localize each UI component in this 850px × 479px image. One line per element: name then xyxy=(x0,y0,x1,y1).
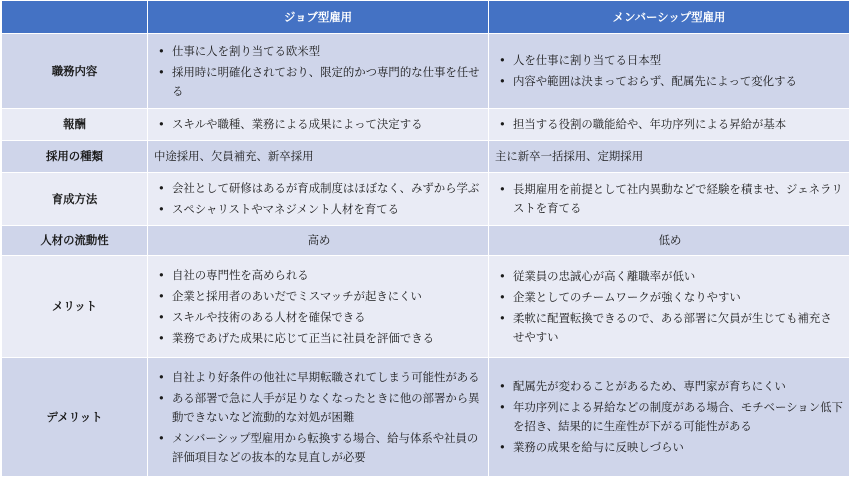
bullet-list xyxy=(497,180,843,218)
list-item: • 会社として研修はあるが育成制度はほぼなく、みずから学ぶ xyxy=(156,179,482,198)
row-label: メリット xyxy=(2,256,148,358)
job-cell xyxy=(148,109,489,141)
list-item: • スペシャリストやマネジメント人材を育てる xyxy=(156,200,482,219)
bullet-list xyxy=(497,267,843,347)
row-label: デメリット xyxy=(2,358,148,477)
list-item: • 企業と採用者のあいだでミスマッチが起きにくい xyxy=(156,287,482,306)
bullet-list xyxy=(156,115,482,134)
bullet-list xyxy=(156,42,482,101)
table-row xyxy=(2,173,850,226)
list-item: • スキルや職種、業務による成果によって決定する xyxy=(156,115,482,134)
member-cell: 主に新卒一括採用、定期採用 xyxy=(489,141,850,173)
list-item: • ある部署で急に人手が足りなくなったときに他の部署から異動できないなど流動的な対処が困難 xyxy=(156,389,482,427)
bullet-list xyxy=(156,179,482,219)
member-cell xyxy=(489,34,850,109)
table-row xyxy=(2,109,850,141)
header-job-type: ジョブ型雇用 xyxy=(148,1,489,34)
bullet-list xyxy=(497,51,843,91)
list-item: • 業務の成果を給与に反映しづらい xyxy=(497,438,843,457)
member-cell xyxy=(489,358,850,477)
row-label: 人材の流動性 xyxy=(2,226,148,256)
job-cell: 中途採用、欠員補充、新卒採用 xyxy=(148,141,489,173)
table-row xyxy=(2,358,850,477)
list-item: • 年功序列による昇給などの制度がある場合、モチベーション低下を招き、結果的に生産性が下がる可能性がある xyxy=(497,398,843,436)
job-cell xyxy=(148,173,489,226)
list-item: • 担当する役割の職能給や、年功序列による昇給が基本 xyxy=(497,115,843,134)
job-cell: 高め xyxy=(148,226,489,256)
member-cell xyxy=(489,173,850,226)
table-row xyxy=(2,141,850,173)
list-item: • 従業員の忠誠心が高く離職率が低い xyxy=(497,267,843,286)
header-corner xyxy=(2,1,148,34)
member-cell xyxy=(489,256,850,358)
member-cell xyxy=(489,109,850,141)
job-cell xyxy=(148,256,489,358)
row-label: 採用の種類 xyxy=(2,141,148,173)
row-label: 職務内容 xyxy=(2,34,148,109)
header-membership-type: メンバーシップ型雇用 xyxy=(489,1,850,34)
list-item: • 長期雇用を前提として社内異動などで経験を積ませ、ジェネラリストを育てる xyxy=(497,180,843,218)
row-label: 育成方法 xyxy=(2,173,148,226)
list-item: • 自社より好条件の他社に早期転職されてしまう可能性がある xyxy=(156,368,482,387)
list-item: • 企業としてのチームワークが強くなりやすい xyxy=(497,288,843,307)
list-item: • 自社の専門性を高められる xyxy=(156,266,482,285)
bullet-list xyxy=(156,266,482,348)
member-cell: 低め xyxy=(489,226,850,256)
list-item: • 内容や範囲は決まっておらず、配属先によって変化する xyxy=(497,72,843,91)
bullet-list xyxy=(497,115,843,134)
bullet-list xyxy=(497,377,843,457)
list-item: • 業務であげた成果に応じて正当に社員を評価できる xyxy=(156,329,482,348)
table-row xyxy=(2,226,850,256)
list-item: • 配属先が変わることがあるため、専門家が育ちにくい xyxy=(497,377,843,396)
comparison-table xyxy=(1,0,850,477)
list-item: • 人を仕事に割り当てる日本型 xyxy=(497,51,843,70)
list-item: • メンバーシップ型雇用から転換する場合、給与体系や社員の評価項目などの抜本的な見直しが必要 xyxy=(156,429,482,467)
list-item: • 仕事に人を割り当てる欧米型 xyxy=(156,42,482,61)
row-label: 報酬 xyxy=(2,109,148,141)
list-item: • 採用時に明確化されており、限定的かつ専門的な仕事を任せる xyxy=(156,63,482,101)
list-item: • スキルや技術のある人材を確保できる xyxy=(156,308,482,327)
bullet-list xyxy=(156,368,482,467)
table-row xyxy=(2,34,850,109)
job-cell xyxy=(148,34,489,109)
list-item: • 柔軟に配置転換できるので、ある部署に欠員が生じても補充させやすい xyxy=(497,309,843,347)
job-cell xyxy=(148,358,489,477)
header-row xyxy=(2,1,850,34)
table-row xyxy=(2,256,850,358)
